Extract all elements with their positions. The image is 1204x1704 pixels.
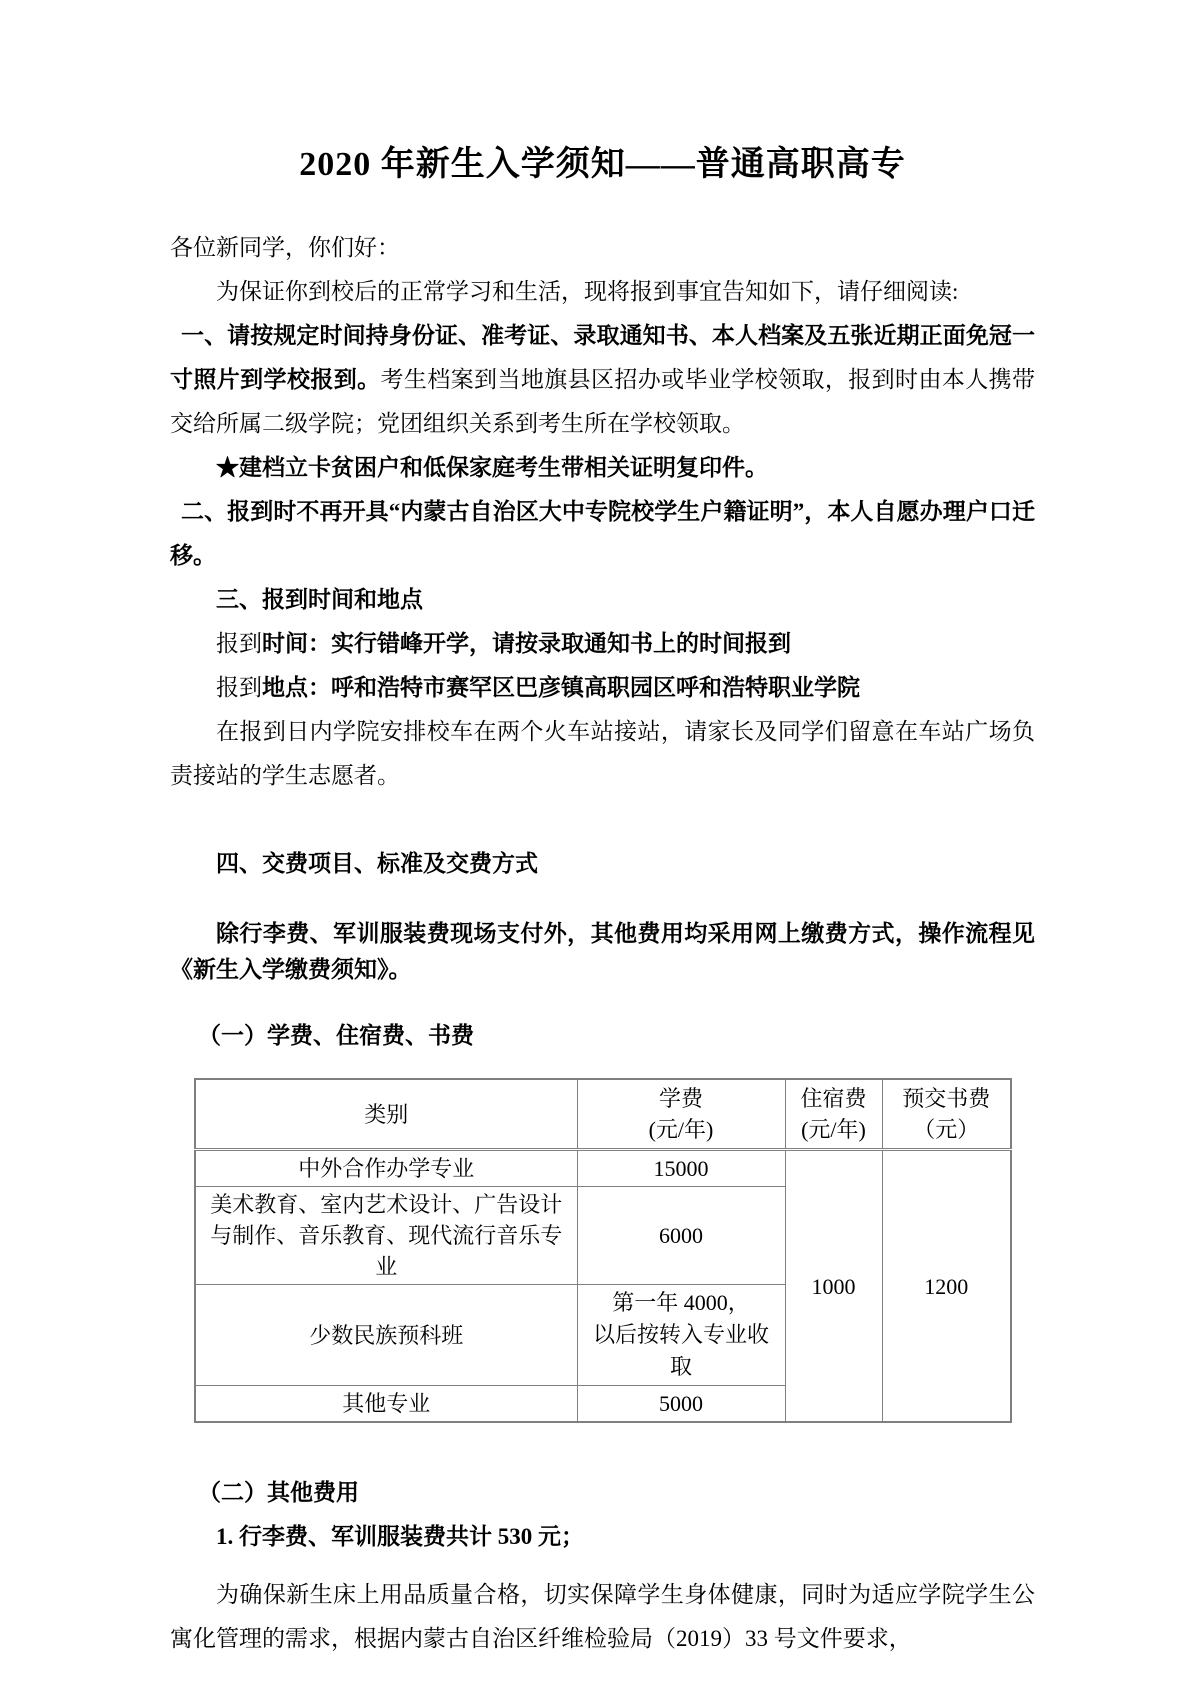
- tuition-cell: 15000: [577, 1150, 785, 1187]
- star-note: ★建档立卡贫困户和低保家庭考生带相关证明复印件。: [216, 455, 768, 480]
- dorm-fee-cell: 1000: [785, 1150, 882, 1423]
- notice-item-1: [170, 314, 1035, 446]
- tuition-cell: 5000: [577, 1386, 785, 1423]
- category-cell: 美术教育、室内艺术设计、广告设计与制作、音乐教育、现代流行音乐专业: [195, 1187, 577, 1285]
- fee-table: [194, 1078, 1012, 1423]
- notice-item-4-heading: 四、交费项目、标准及交费方式: [216, 851, 538, 876]
- notice-item-1-bold: 一、请按规定时间持身份证、准考证、录取通知书、本人档案及五张近期正面免冠一寸照片到学校报到。: [170, 323, 1035, 392]
- book-fee-cell: 1200: [882, 1150, 1011, 1423]
- shuttle-note: 在报到日内学院安排校车在两个火车站接站，请家长及同学们留意在车站广场负责接站的学生志愿者。: [170, 719, 1035, 788]
- other-fee-item-1: 1. 行李费、军训服装费共计 530 元；: [216, 1524, 584, 1549]
- bedding-note: 为确保新生床上用品质量合格，切实保障学生身体健康，同时为适应学院学生公寓化管理的需求，根据内蒙古自治区纤维检验局（2019）33 号文件要求，: [170, 1582, 1035, 1651]
- report-place-value: 地点：呼和浩特市赛罕区巴彦镇高职园区呼和浩特职业学院: [262, 675, 860, 700]
- report-time-line: [170, 622, 1035, 666]
- tuition-cell: 第一年 4000， 以后按转入专业收取: [577, 1285, 785, 1386]
- report-time-value: 时间：实行错峰开学，请按录取通知书上的时间报到: [262, 631, 791, 656]
- page-title: 2020 年新生入学须知——普通高职高专: [299, 146, 906, 183]
- intro-paragraph: 为保证你到校后的正常学习和生活，现将报到事宜告知如下，请仔细阅读:: [216, 279, 959, 304]
- fee-table-header-row: [195, 1079, 1011, 1150]
- payment-note: 除行李费、军训服装费现场支付外，其他费用均采用网上缴费方式，操作流程见《新生入学缴费须知》。: [170, 921, 1035, 982]
- subsection-1-heading: （一）学费、住宿费、书费: [198, 1023, 474, 1048]
- report-place-prefix: 报到: [216, 675, 262, 700]
- tuition-cell: 6000: [577, 1187, 785, 1285]
- header-category: 类别: [195, 1079, 577, 1150]
- table-row: [195, 1150, 1011, 1187]
- notice-item-1-rest: 考生档案到当地旗县区招办或毕业学校领取，报到时由本人携带交给所属二级学院；党团组织关系到考生所在学校领取。: [170, 367, 1035, 436]
- report-time-prefix: 报到: [216, 631, 262, 656]
- category-cell: 其他专业: [195, 1386, 577, 1423]
- category-cell: 中外合作办学专业: [195, 1150, 577, 1187]
- subsection-2-heading: （二）其他费用: [198, 1480, 359, 1505]
- header-dorm-fee: 住宿费 (元/年): [785, 1079, 882, 1150]
- header-book-fee: 预交书费 （元）: [882, 1079, 1011, 1150]
- report-place-line: [170, 666, 1035, 710]
- notice-item-2: 二、报到时不再开具“内蒙古自治区大中专院校学生户籍证明”，本人自愿办理户口迁移。: [170, 499, 1035, 568]
- notice-body: [170, 226, 1035, 798]
- header-tuition: 学费 (元/年): [577, 1079, 785, 1150]
- greeting-line: 各位新同学，你们好：: [170, 235, 400, 260]
- notice-item-3-heading: 三、报到时间和地点: [216, 587, 423, 612]
- category-cell: 少数民族预科班: [195, 1285, 577, 1386]
